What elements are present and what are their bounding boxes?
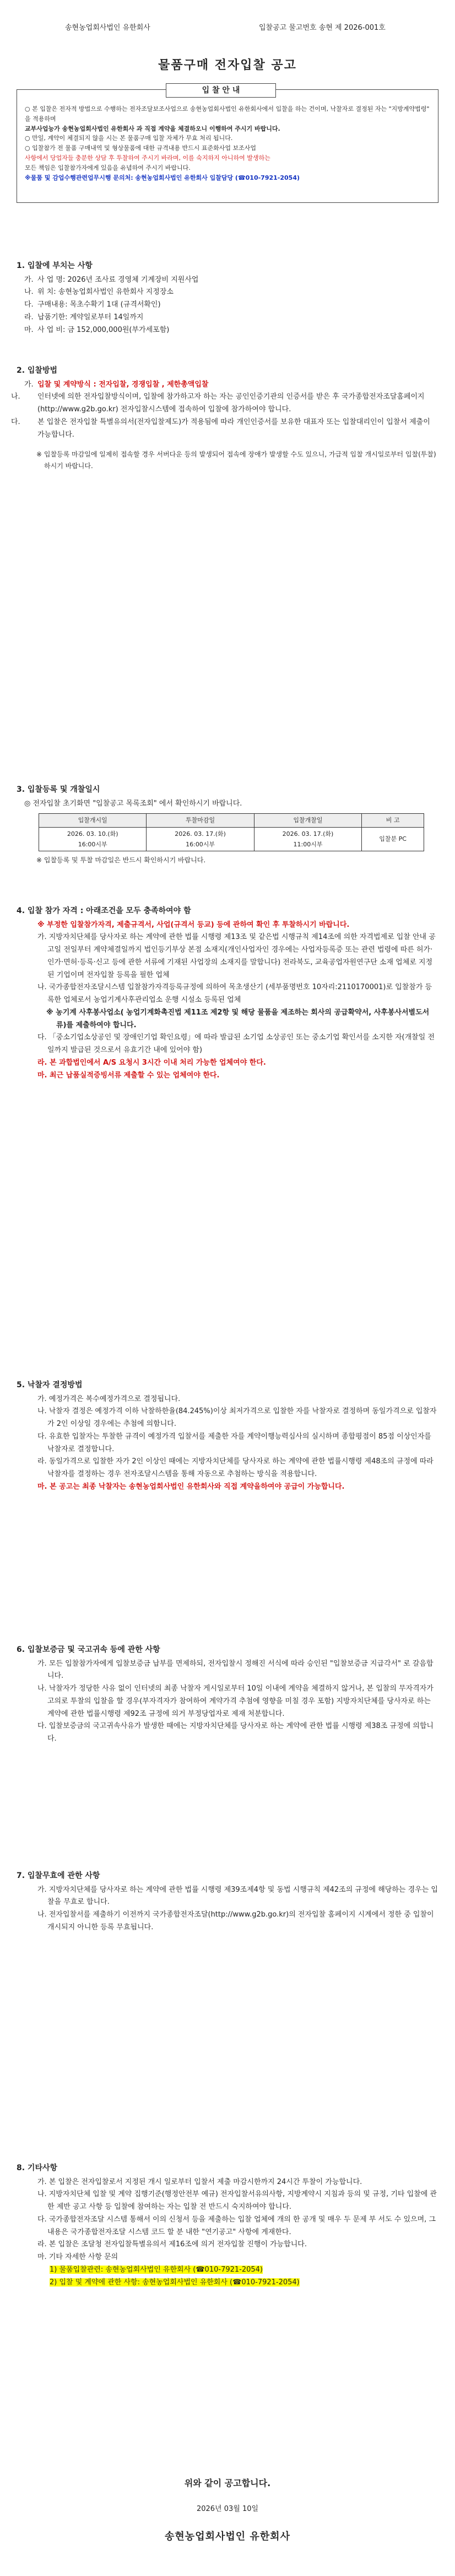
list-item: 나. 국가종합전자조달시스템 입찰참가자격등록규정에 의하여 목초생산기 (세부품명번호 10자리:2110170001)로 입찰참가 등록한 업체로서 농업기계사후관리업소 운행 시설소 등록된 업체 [37,983,432,1004]
item-key: 나. [11,393,20,401]
item-key: 가. [24,275,34,284]
section-2 [11,364,438,472]
list-item: 가. 본 입찰은 전자입찰로서 지정된 개시 일로부터 입찰서 제출 마감시한까지 24시간 투찰이 가능합니다. [37,2177,362,2186]
notice-line: 사항에서 당업자들 충분한 상담 후 투찰하여 주시기 바라며, 이를 숙지하지 아니하여 발생하는 [25,154,270,162]
notice-line: 교부사업능가 송현농업회사법인 유한회사 과 직접 계약을 체결하오니 이행하여 주시기 바랍니다. [25,125,280,132]
notice-line: ○ 본 입찰은 전자적 방법으로 수행하는 전자조달보조사업으로 송현농업회사법인 유한회사에서 입찰을 하는 건이며, 낙찰자로 결정된 자는 "지방계약법령" 을 적용하며 [25,105,430,122]
section-5 [17,1378,438,1494]
header-org: 송현농업회사법인 유한회사 [65,24,150,32]
table-header: 입찰개시일 [39,814,147,827]
item-key: 라. [24,313,34,321]
contact-line [17,2277,438,2289]
notice-contact: ※물품 및 감업수행관련업무시행 문의처: 송현농업회사법인 유한회사 입찰담당 (☎010-7921-2054) [25,174,300,181]
item-key: 가. [24,380,34,389]
list-item: 나. 전자입찰서를 제출하기 이전까지 국가종합전자조달(http://www.g2b.go.kr)의 전자입찰 홈페이지 시계에서 정한 중 입찰이 개시되지 아니한 등록 무효됩니다. [37,1910,434,1931]
section-heading: 3. 입찰등록 및 개찰일시 [17,785,100,794]
section-heading: 1. 입찰에 부치는 사항 [17,261,93,270]
section-heading: 7. 입찰무효에 관한 사항 [17,1871,100,1880]
item-text: 사 업 명: 2026년 조사료 경영체 기계장비 지원사업 [37,275,199,284]
closing-org: 송현농업회사법인 유한회사 [165,2531,290,2542]
section-1 [17,259,438,336]
section-3 [17,783,438,866]
list-item: 나. 낙찰자 결정은 예정가격 이하 낙찰하한율(84.245%)이상 최저가격으로 입찰한 자를 낙찰자로 결정하며 동일가격으로 입찰자가 2인 이상일 경우에는 추첨에 의함니다. [37,1407,437,1428]
section-heading: 8. 기타사항 [17,2164,58,2172]
table-cell: 입찰분 PC [362,827,424,851]
section-heading: 4. 입찰 참가 자격 : 아래조건을 모두 충족하여야 함 [17,906,191,915]
item-text: 본 입찰은 전자입찰 특별유의서(전자입찰제도)가 적용됨에 따라 개인인증서를 보유한 대표자 또는 입찰대리인이 입찰서 제출이 가능합니다. [37,417,430,439]
list-item: 가. 예정가격은 복수예정가격으로 결정됩니다. [37,1394,181,1403]
table-header: 비 고 [362,814,424,827]
header-notice-no: 입찰공고 물고번호 송현 제 2026-001호 [259,24,386,32]
list-item: 마. 기타 자세한 사항 문의 [37,2253,118,2261]
section-7 [17,1869,438,1934]
item-key: 나. [24,288,34,297]
closing-line: 위와 같이 공고합니다. [184,2478,271,2488]
section-heading: 6. 입찰보증금 및 국고귀속 등에 관한 사항 [17,1645,160,1654]
document-header [0,22,455,35]
list-item: 다. 유효한 입찰자는 투찰한 규격이 예정가격 입찰서를 제출한 자를 계약이행능력심사의 실시하며 종합평점이 85점 이상인자를 낙찰자로 결정합니다. [37,1432,431,1453]
list-item: 라. 본 입찰은 조달청 전자입찰특별유의서 제16조에 의거 전자입찰 진행이 가능합니다. [37,2240,307,2249]
contact-text: 1) 물품입찰관련: 송현농업회사법인 유한회사 (☎010-7921-2054) [50,2265,263,2274]
contact-text: 2) 입찰 및 계약에 관한 사항: 송현농업회사법인 유한회사 (☎010-7921-2054) [50,2278,300,2287]
section-note: ※ 입찰등록 및 투찰 마감일은 반드시 확인하시기 바랍니다. [36,856,206,864]
table-row [39,827,424,851]
item-key: 마. [24,325,34,334]
table-header: 입찰개찰일 [254,814,361,827]
list-item: 마. 본 공고는 최종 낙찰자는 송현농업회사법인 유한회사와 직접 계약을하여야 공급이 가능합니다. [37,1482,345,1491]
section-note: ※ 입찰등록 마감일에 일제히 접속할 경우 서버다운 등의 발생되어 접속에 장애가 발생할 수도 있으니, 가급적 입찰 개시일로부터 입찰(투찰)하시기 바랍니다. [36,450,436,470]
list-item: 가. 지방자치단체를 당사자로 하는 계약에 관한 법률 시행령 제13조 및 같은법 시행규칙 제14조에 의한 자격법제로 입찰 안내 공고일 전일부터 계약체결일까지 법인등기부상 본점 소재지(개인사업자인 경우에는 사업자등록증 또는 관련 법령에 따른 허가·인가·면허·등록·신고 등에 관한 서류에 기재된 사업장의 소재지를 말합니다) 전라북도, 교육공업자원연구단 소재 업체로 지정된 기업이며 전자입찰 등록을 필한 업체 [37,933,436,979]
list-item: 가. 모든 입찰참가자에게 입찰보증금 납부를 면제하되, 전자입찰시 정해진 서식에 따라 승인된 "입찰보증금 지급각서" 로 갈음합니다. [37,1659,434,1681]
list-item: 가. 지방자치단체를 당사자로 하는 계약에 관한 법률 시행령 제39조제4항 및 동법 시행규칙 제42조의 규정에 해당하는 경우는 입찰을 무효로 합니다. [37,1885,438,1907]
list-item: 다. 국가종합전자조달 시스템 통해서 이의 신청서 등을 제출하는 입찰 업체에 개의 한 공개 및 매우 두 문제 부 서도 수 있으며, 그 내용은 국가종합전자조달 시스템 코드 할 분 내한 "연기공고" 사항에 게재한다. [37,2215,436,2236]
schedule-table [39,813,424,851]
table-cell: 2026. 03. 10.(화) 16:00시부 [39,827,147,851]
item-text: 인터넷에 의한 전자입찰방식이며, 입찰에 참가하고자 하는 자는 공인인증기관의 인증서를 받은 후 국가종합전자조달홈페이지(http://www.g2b.go.kr) 전자입찰시스템에 접속하여 입찰에 참가하여야 합니다. [37,393,425,414]
list-item: 다. 「중소기업소상공인 및 장애인기업 확인요령」에 따라 발급된 소기업 소상공인 또는 중소기업 확인서를 소지한 자(개찰일 전일까지 발급된 것으로서 유효기간 내에 있어야 함) [37,1033,435,1054]
item-key: 다. [11,417,20,426]
section-intro: ◎ 전자입찰 초기화면 "입찰공고 목록조회" 에서 확인하시기 바랍니다. [24,799,242,808]
contact-line [17,2264,438,2277]
notice-box [17,86,438,203]
list-item: ※ 부정한 입찰참가자격, 제출규격서, 사업(규격서 등교) 등에 관하여 확인 후 투찰하시기 바랍니다. [37,920,350,929]
list-item: 다. 입찰보증금의 국고귀속사유가 발생한 때에는 지방자치단체를 당사자로 하는 계약에 관한 법률 시행령 제38조 규정에 의합니다. [37,1722,434,1743]
closing-date: 2026년 03월 10일 [196,2505,259,2513]
list-item: 라. 동일가격으로 입찰한 자가 2인 이상인 때에는 지방자치단체를 당사자로 하는 계약에 관한 법률시행령 제48조의 규정에 따라 낙찰자를 결정하는 경우 전자조달시스템을 통해 자동으로 추첨하는 방식을 적용합니다. [37,1457,434,1478]
table-cell: 2026. 03. 17.(화) 16:00시부 [147,827,254,851]
page-title: 물품구매 전자입찰 공고 [158,58,297,72]
notice-line: ○ 입찰참가 전 물품 구매내역 및 형상물품에 대한 규격내용 반드시 표준화사업 보조사업 [25,144,256,152]
section-heading: 5. 낙찰자 결정방법 [17,1381,83,1389]
table-header: 투찰마감일 [147,814,254,827]
list-item: 마. 최근 납품실적증빙서류 제출할 수 있는 업체여야 한다. [37,1071,220,1080]
notice-line: ○ 만일, 계약이 체결되지 않을 시는 본 물품구매 입찰 자체가 무효 처리 됩니다. [25,135,233,142]
item-text: 납품기한: 계약일로부터 14일까지 [37,313,144,321]
list-item: 라. 본 과합법인에서 A/S 요청시 3시간 이내 처리 가능한 업체여야 한다. [37,1058,266,1067]
item-text: 사 업 비: 금 152,000,000원(부가세포함) [37,325,170,334]
section-4 [17,904,438,1082]
table-cell: 2026. 03. 17.(화) 11:00시부 [254,827,361,851]
item-key: 다. [24,300,34,309]
item-text: 위 치: 송현농업회사법인 유한회사 지정장소 [37,288,174,297]
section-6 [17,1643,438,1746]
section-heading: 2. 입찰방법 [17,366,58,375]
list-item: ※ 농기계 사후봉사업소( 농업기계화촉진법 제11조 제2항 및 해당 물품을 제조하는 회사의 공급확약서, 사후봉사서별도서류)를 제출하여야 합니다. [46,1008,430,1029]
list-item: 나. 지방자치단체 입찰 및 계약 집행기준(행정안전부 예규) 전자입찰서유의사항, 지방계약시 지침과 등의 및 규정, 기타 입찰에 관한 제반 공고 사항 등 입찰에 참여하는 자는 입찰 전 반드시 숙지하여야 합니다. [37,2190,437,2211]
item-text: 입찰 및 계약방식 : 전자입찰, 경쟁입찰 , 제한총액입찰 [37,380,209,389]
section-8 [17,2161,438,2289]
notice-label: 입 찰 안 내 [166,83,276,98]
list-item: 나. 낙찰자가 정당한 사유 없이 인터넷의 최종 낙찰자 게시일로부터 10일 이내에 계약을 체결하지 않거나, 본 입찰의 무자격자가 고의로 투찰의 입찰을 할 경우(부자격자가 참여하여 계약가격 추첨에 영향을 미칠 경우 포함) 지방자치단체를 당사자로 하는 계약에 관한 법률시행령 제92조 규정에 의거 부정당업자로 제재 처분합니다. [37,1684,434,1718]
item-text: 구매내용: 목초수확기 1대 (규격서확인) [37,300,161,309]
notice-line: 모든 책임은 입찰참가자에게 있음을 유념하여 주시기 바랍니다. [25,164,191,171]
